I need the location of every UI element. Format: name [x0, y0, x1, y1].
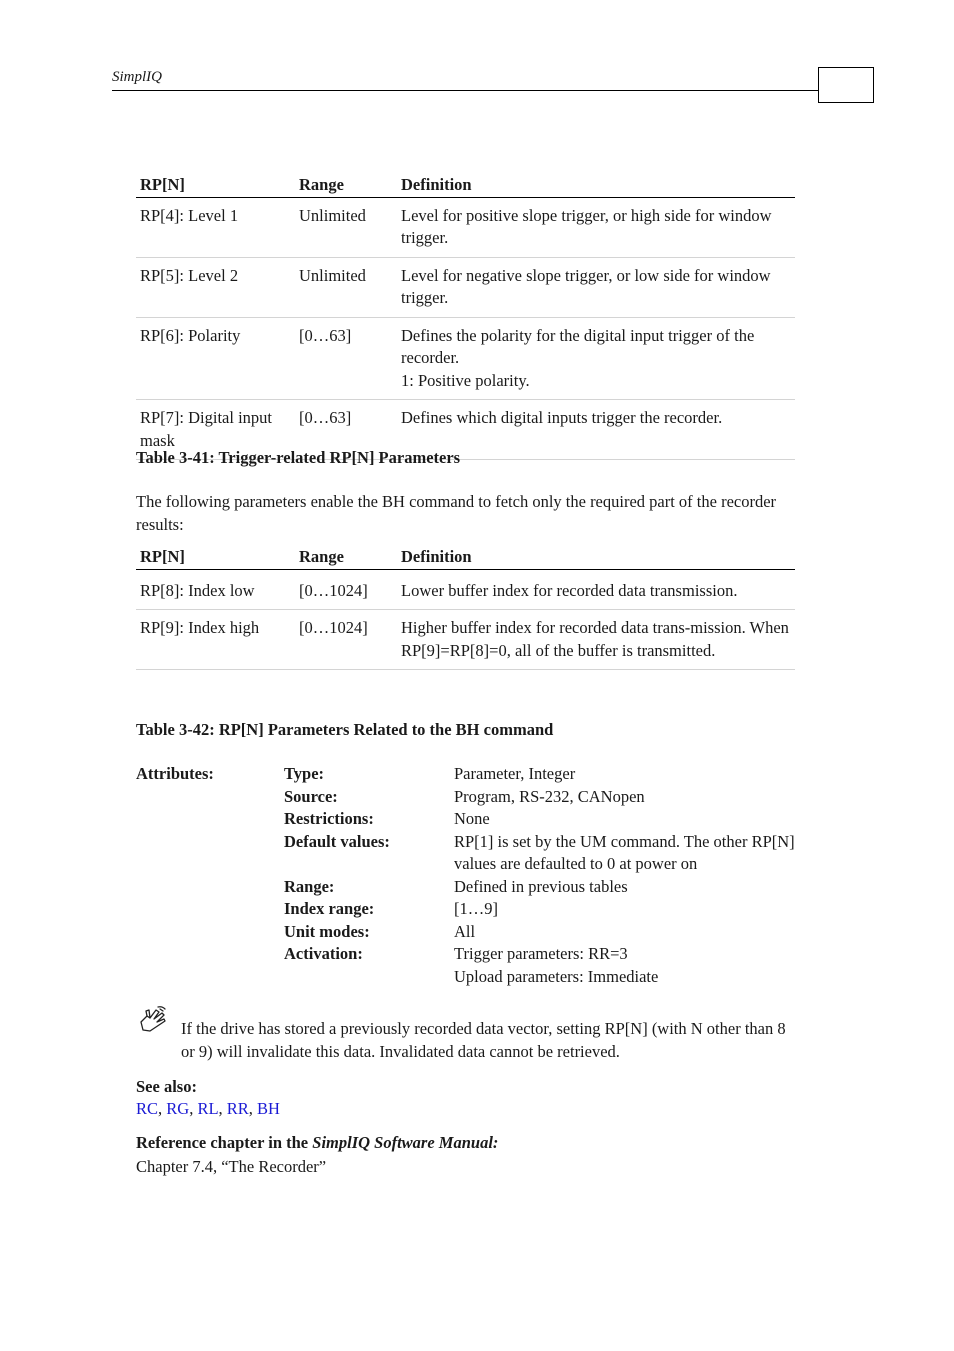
reference-title: [136, 1132, 498, 1155]
param-cell: RP[4]: Level 1: [136, 197, 295, 257]
table2-caption: Table 3-42: RP[N] Parameters Related to the BH command: [136, 720, 554, 739]
table-row: [136, 610, 795, 670]
range-cell: [0…63]: [295, 317, 397, 400]
param-cell: RP[9]: Index high: [136, 610, 295, 670]
attribute-row-restrictions: [284, 808, 804, 831]
range-cell: [0…1024]: [295, 569, 397, 610]
column-header-param: RP[N]: [136, 546, 295, 569]
link-separator: ,: [189, 1099, 198, 1118]
attribute-label: Activation:: [284, 944, 363, 963]
attribute-value: None: [454, 809, 490, 828]
attributes-list: [284, 763, 804, 988]
bh-parameters-table: [136, 546, 795, 670]
attribute-label: Restrictions:: [284, 809, 374, 828]
reference-manual: Software Manual:: [370, 1133, 499, 1152]
param-cell: RP[6]: Polarity: [136, 317, 295, 400]
definition-cell: Level for negative slope trigger, or low side for window trigger.: [397, 257, 795, 317]
attribute-value-line: Trigger parameters: RR=3: [454, 944, 628, 963]
attributes-title: Attributes:: [136, 764, 214, 783]
attribute-value: [454, 943, 804, 988]
table-row: [136, 317, 795, 400]
attribute-label: Default values:: [284, 831, 390, 851]
definition-cell: Lower buffer index for recorded data transmission.: [397, 569, 795, 610]
range-cell: [0…1024]: [295, 610, 397, 670]
range-cell: Unlimited: [295, 197, 397, 257]
attribute-value: Defined in previous tables: [454, 876, 628, 896]
link-rl[interactable]: RL: [197, 1099, 219, 1118]
header-rule: [112, 90, 818, 91]
definition-cell: Level for positive slope trigger, or high side for window trigger.: [397, 197, 795, 257]
attribute-row-index-range: [284, 898, 804, 921]
link-separator: ,: [218, 1099, 227, 1118]
attribute-value: Parameter, Integer: [454, 764, 576, 783]
attribute-row-default-values: [284, 831, 804, 876]
param-cell: RP[5]: Level 2: [136, 257, 295, 317]
trigger-parameters-table: [136, 174, 795, 460]
range-cell: [0…63]: [295, 400, 397, 460]
link-rg[interactable]: RG: [166, 1099, 190, 1118]
header-brand: SimplIQ: [112, 69, 162, 85]
definition-cell: [397, 317, 795, 400]
param-cell: RP[8]: Index low: [136, 569, 295, 610]
attribute-row-source: [284, 786, 804, 809]
attribute-row-range: [284, 876, 804, 899]
attribute-row-unit-modes: [284, 921, 804, 944]
column-header-definition: Definition: [397, 174, 795, 197]
page-number-box: [818, 67, 874, 103]
table-header-row: [136, 546, 795, 569]
table1-caption: Table 3-41: Trigger-related RP[N] Parameters: [136, 448, 461, 467]
intro-paragraph: The following parameters enable the BH command to fetch only the required part of the recorder results:: [136, 492, 777, 534]
reference-brand: SimplIQ: [312, 1133, 371, 1152]
link-separator: ,: [248, 1099, 258, 1118]
attribute-label: Type:: [284, 764, 325, 783]
note-text: If the drive has stored a previously recorded data vector, setting RP[N] (with N other than 8 or 9) will invalidate this data. Invalidated data cannot be retrieved.: [181, 1019, 786, 1061]
definition-cell: Higher buffer index for recorded data trans-mission. When RP[9]=RP[8]=0, all of the buffer is transmitted.: [397, 610, 795, 670]
param-cell: RP[7]: Digital input mask: [136, 400, 295, 460]
definition-cell: Defines which digital inputs trigger the recorder.: [397, 400, 795, 460]
attribute-row-activation: [284, 943, 804, 988]
attribute-row-type: [284, 763, 804, 786]
link-bh[interactable]: BH: [257, 1099, 280, 1118]
table-row: [136, 197, 795, 257]
link-separator: ,: [158, 1099, 167, 1118]
column-header-range: Range: [295, 546, 397, 569]
attribute-value-line: Upload parameters: Immediate: [454, 966, 659, 986]
attribute-value: Program, RS-232, CANopen: [454, 786, 645, 806]
column-header-range: Range: [295, 174, 397, 197]
attribute-value: [1…9]: [454, 899, 498, 918]
attribute-value: All: [454, 921, 476, 941]
table-header-row: [136, 174, 795, 197]
definition-extra-text: 1: Positive polarity.: [401, 370, 530, 390]
column-header-param: RP[N]: [136, 174, 295, 197]
attribute-label: Source:: [284, 786, 338, 806]
link-rc[interactable]: RC: [136, 1099, 159, 1118]
table-row: [136, 569, 795, 610]
attribute-label: Index range:: [284, 899, 375, 918]
reference-prefix: Reference chapter in the: [136, 1133, 313, 1152]
attribute-label: Unit modes:: [284, 921, 370, 941]
see-also-title: See also:: [136, 1077, 197, 1096]
definition-text: Defines the polarity for the digital input trigger of the recorder.: [401, 325, 755, 367]
see-also-links: [136, 1098, 280, 1121]
attribute-value: RP[1] is set by the UM command. The other RP[N] values are defaulted to 0 at power on: [454, 831, 795, 873]
table-row: [136, 257, 795, 317]
range-cell: Unlimited: [295, 257, 397, 317]
column-header-definition: Definition: [397, 546, 795, 569]
note-hand-icon: [138, 1004, 168, 1034]
link-rr[interactable]: RR: [226, 1099, 249, 1118]
attribute-label: Range:: [284, 876, 335, 896]
reference-chapter: Chapter 7.4, “The Recorder”: [136, 1157, 327, 1176]
